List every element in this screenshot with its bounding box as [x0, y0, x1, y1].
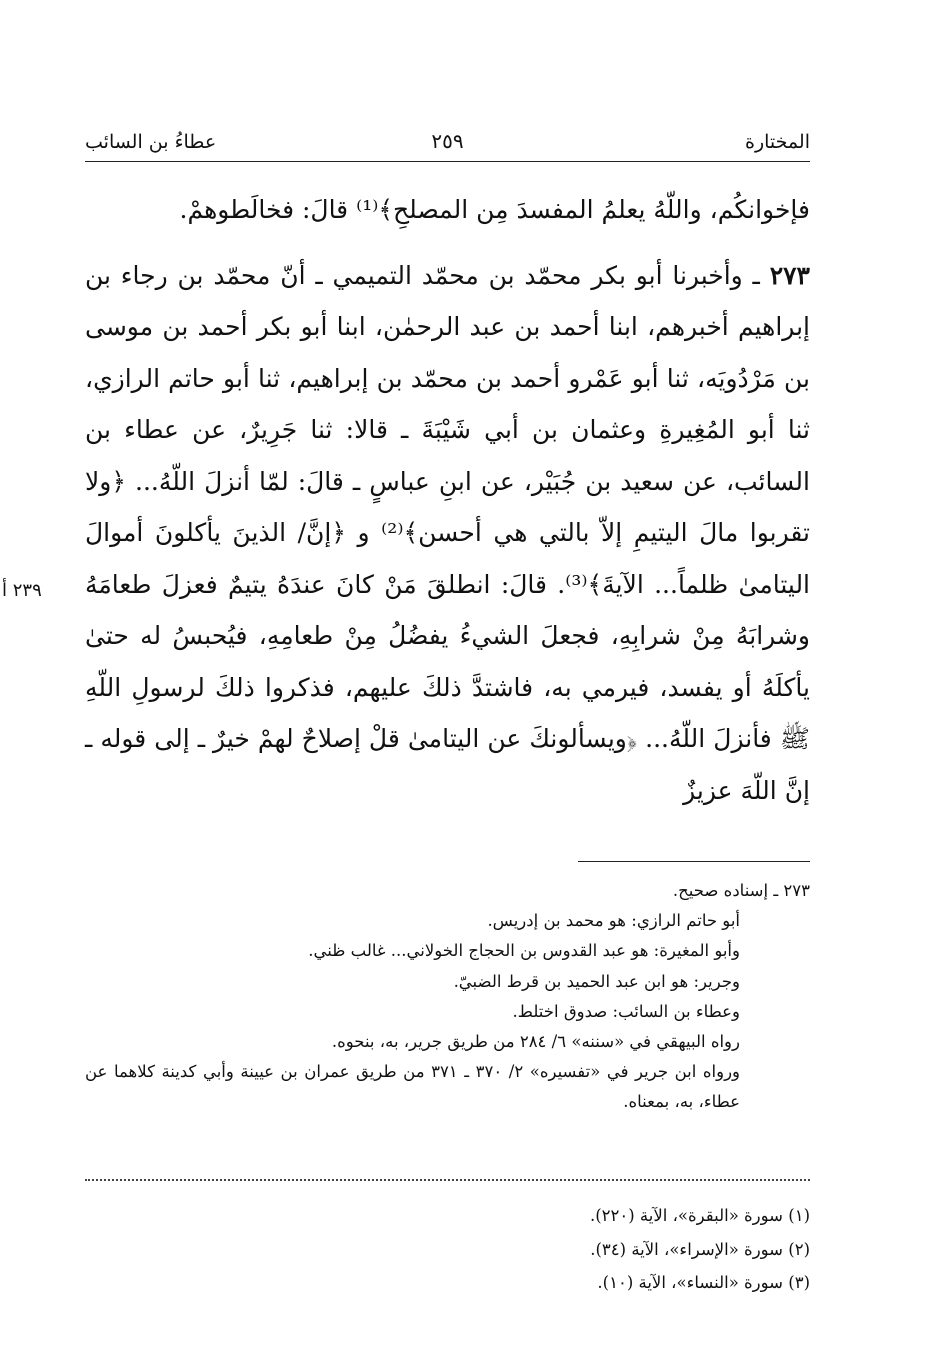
- note-line: رواه البيهقي في «سننه» ٦/ ٢٨٤ من طريق جرير، به، بنحوه.: [331, 1032, 740, 1052]
- book-title: المختارة: [745, 131, 810, 153]
- note-line: ورواه ابن جرير في «تفسيره» ٢/ ٣٧٠ ـ ٣٧١ من طريق عمران بن عيينة وأبي كدينة كلاهما عن عطاء، به، بمعناه.: [85, 1062, 741, 1112]
- manuscript-folio-note: ٢٣٩ أ: [2, 580, 42, 601]
- hadith-text: ـ وأخبرنا أبو بكر محمّد بن محمّد التميمي ـ أنّ محمّد بن رجاء بن إبراهيم أخبرهم، ابنا أحمد بن عبد الرحمٰن، ابنا أبو بكر أحمد بن موسى بن مَرْدُويَه، ثنا أبو عَمْرو أحمد بن محمّد بن إبراهيم، ثنا أبو حاتم الرازي، ثنا أبو المُغِيرةِ وعثمان بن أبي شَيْبَةَ ـ قالا: ثنا جَرِيرٌ، عن عطاء بن السائب، عن سعيد بن جُبَيْر، عن ابنِ عباسٍ ـ قالَ: لمّا أنزلَ اللّهُ... ﴿ولا تقربوا مالَ اليتيمِ إلاّ بالتي هي أحسن﴾⁽²⁾ و ﴿إنَّ/ الذينَ يأكلونَ أموالَ اليتامىٰ ظلماً... الآيةَ﴾⁽³⁾. قالَ: انطلقَ مَنْ كانَ عندَهُ يتيمٌ فعزلَ طعامَهُ وشرابَهُ مِنْ شرابِهِ، فجعلَ الشيءُ يفضُلُ مِنْ طعامِهِ، فيُحبسُ له حتىٰ يأكلَهُ أو يفسد، فيرمي به، فاشتدَّ ذلكَ عليهم، فذكروا ذلكَ لرسولِ اللّهِ ﷺ فأنزلَ اللّهُ... ﴿ويسألونكَ عن اليتامىٰ قلْ إصلاحٌ لهمْ خيرٌ ـ إلى قوله ـ إنَّ اللّهَ عزيزٌ: [85, 260, 811, 805]
- footnote-1: (١) سورة «البقرة»، الآية (٢٢٠).: [589, 1206, 810, 1225]
- page-header: [85, 125, 810, 161]
- note-line: وجرير: هو ابن عبد الحميد بن قرط الضبيّ.: [453, 971, 740, 991]
- footnote-3: (٣) سورة «النساء»، الآية (١٠).: [597, 1273, 810, 1292]
- main-text: [85, 184, 810, 816]
- page-number: ٢٥٩: [431, 129, 464, 153]
- notes-divider: [578, 861, 810, 862]
- note-line: وأبو المغيرة: هو عبد القدوس بن الحجاج الخولاني... غالب ظني.: [308, 941, 740, 961]
- footnotes-divider: [85, 1179, 810, 1181]
- header-divider: [85, 161, 810, 162]
- paragraph-hadith-273: [85, 250, 810, 817]
- note-line: ٢٧٣ ـ إسناده صحيح.: [672, 881, 810, 900]
- hadith-number: ٢٧٣: [769, 260, 810, 290]
- footnote-2: (٢) سورة «الإسراء»، الآية (٣٤).: [590, 1239, 810, 1259]
- section-title: عطاءُ بن السائب: [85, 131, 217, 153]
- commentary-notes: [85, 876, 810, 1118]
- note-line: وعطاء بن السائب: صدوق اختلط.: [512, 1001, 740, 1021]
- footnotes: [85, 1199, 810, 1300]
- paragraph-continuation: فإخوانكُم، واللّهُ يعلمُ المفسدَ مِن المصلحِ﴾⁽¹⁾ قالَ: فخالَطوهمْ.: [179, 195, 810, 224]
- note-line: أبو حاتم الرازي: هو محمد بن إدريس.: [487, 911, 740, 931]
